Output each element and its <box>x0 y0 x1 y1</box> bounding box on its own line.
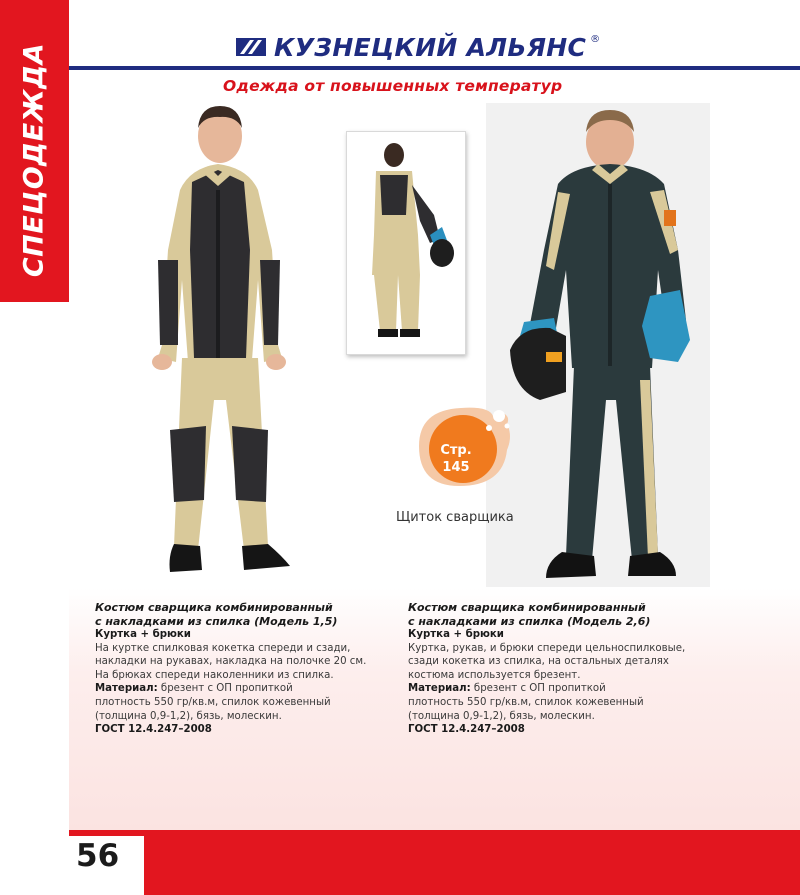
product-subtitle: Куртка + брюки <box>408 629 504 640</box>
welder-suit-model-2-6-photo <box>500 100 700 585</box>
product-body-line: сзади кокетка из спилка, на остальных деталях <box>408 656 669 668</box>
product-body-line: На брюках спереди наколенники из спилка. <box>95 669 334 681</box>
section-title: Одежда от повышенных температур <box>223 77 563 95</box>
product-title-line-2: с накладками из спилка (Модель 2,6) <box>408 614 651 628</box>
page-number: 56 <box>76 838 120 874</box>
gost-standard: ГОСТ 12.4.247–2008 <box>95 724 212 736</box>
registered-mark: ® <box>590 34 601 45</box>
side-tab <box>0 0 69 302</box>
material-value: брезент с ОП пропиткой <box>470 683 606 695</box>
product-body-line: Куртка, рукав, и брюки спереди цельноспилковые, <box>408 642 686 654</box>
material-detail-line: (толщина 0,9-1,2), бязь, молескин. <box>408 710 595 722</box>
badge-line-1: Стр. <box>440 443 472 458</box>
brand-logo-icon <box>236 36 266 58</box>
product-body-line: костюма используется брезент. <box>408 669 581 681</box>
shield-caption: Щиток сварщика <box>396 510 514 525</box>
product-body-line: На куртке спилковая кокетка спереди и сзади, <box>95 642 351 654</box>
material-label: Материал: <box>408 683 471 695</box>
gost-standard: ГОСТ 12.4.247–2008 <box>408 724 525 736</box>
material-line <box>408 682 718 696</box>
material-line <box>95 682 395 696</box>
material-label: Материал: <box>95 683 158 695</box>
brand-name: КУЗНЕЦКИЙ АЛЬЯНС <box>274 32 587 62</box>
welder-back-view-photo <box>350 135 462 351</box>
badge-text <box>432 442 480 476</box>
material-detail-line: (толщина 0,9-1,2), бязь, молескин. <box>95 710 282 722</box>
side-tab-label: СПЕЦОДЕЖДА <box>18 42 50 278</box>
product-description-1 <box>95 601 395 737</box>
footer-bar <box>69 830 800 895</box>
material-detail-line: плотность 550 гр/кв.м, спилок кожевенный <box>408 696 644 708</box>
material-value: брезент с ОП пропиткой <box>157 683 293 695</box>
product-description-2 <box>408 601 718 737</box>
product-subtitle: Куртка + брюки <box>95 629 191 640</box>
product-title-line-1: Костюм сварщика комбинированный <box>408 601 646 614</box>
brand <box>236 30 600 64</box>
header-rule <box>69 66 800 70</box>
product-title-line-1: Костюм сварщика комбинированный <box>95 601 333 614</box>
product-body-line: накладки на рукавах, накладка на полочке 20 см. <box>95 656 367 668</box>
product-title-line-2: с накладками из спилка (Модель 1,5) <box>95 614 338 628</box>
material-detail-line: плотность 550 гр/кв.м, спилок кожевенный <box>95 696 331 708</box>
badge-line-2: 145 <box>442 460 470 475</box>
welder-suit-model-1-5-photo <box>140 100 340 585</box>
